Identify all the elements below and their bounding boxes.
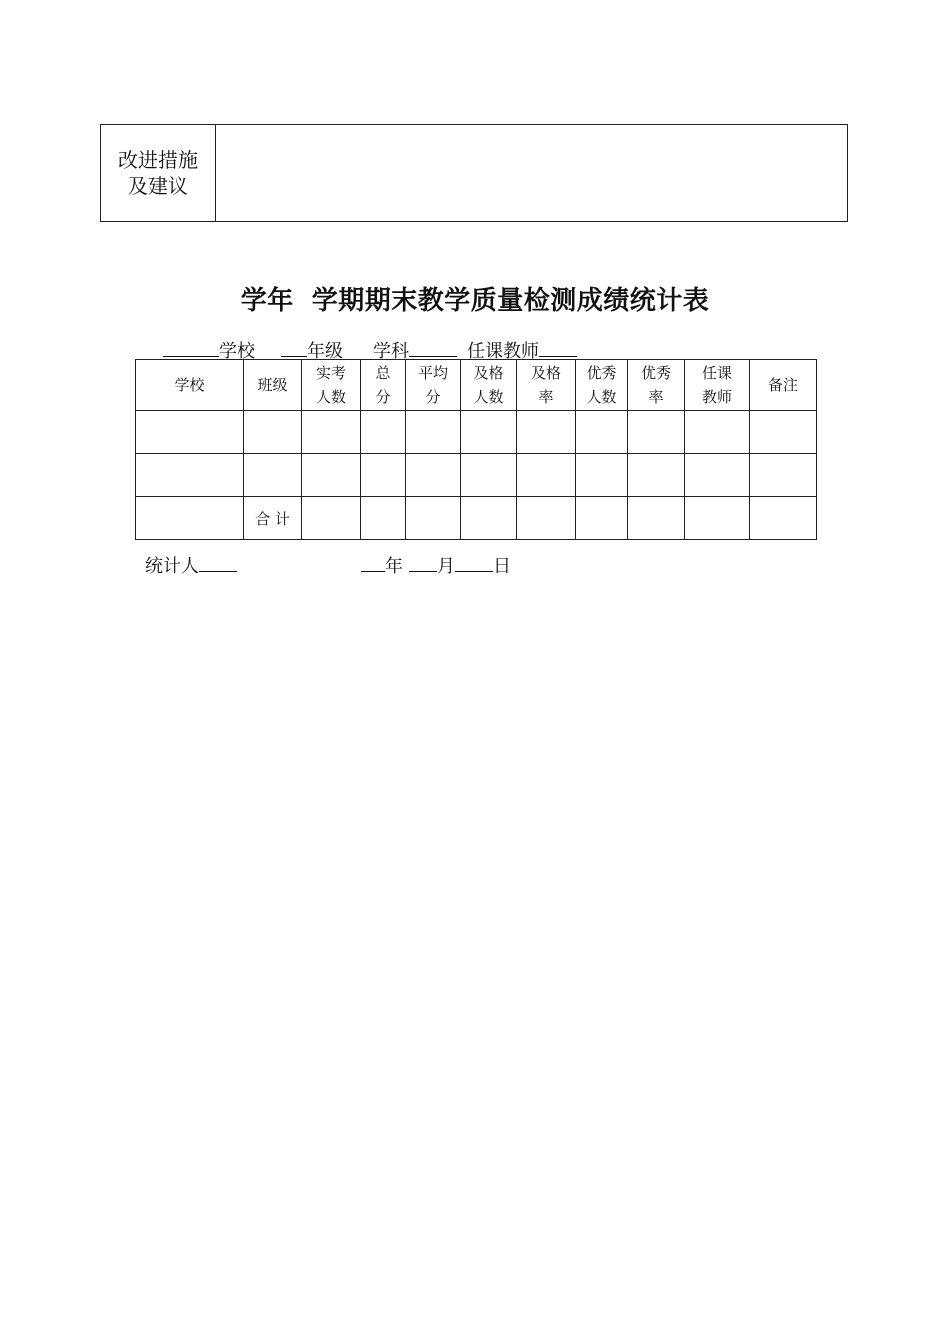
school-label: 学校 [219, 341, 255, 362]
title-academic-year: 学年 [240, 286, 294, 316]
header-class: 班级 [244, 360, 302, 411]
subject-blank[interactable] [409, 338, 457, 357]
year-blank[interactable] [361, 553, 385, 572]
table-row [136, 454, 817, 497]
title-main: 学期期末教学质量检测成绩统计表 [311, 286, 710, 316]
improvement-label [101, 125, 216, 221]
table-row [136, 411, 817, 454]
page-title [0, 280, 950, 317]
total-label: 合 计 [244, 497, 302, 540]
improvement-section [100, 124, 848, 222]
year-label: 年 [385, 556, 403, 577]
month-label: 月 [437, 556, 455, 577]
improvement-label-line2: 及建议 [128, 174, 188, 198]
header-average-score: 平均 分 [406, 360, 461, 411]
header-exam-count: 实考 人数 [302, 360, 361, 411]
header-total-score: 总 分 [361, 360, 406, 411]
header-pass-count: 及格 人数 [461, 360, 517, 411]
month-blank[interactable] [409, 553, 437, 572]
footer-line [145, 552, 511, 578]
statistician-label: 统计人 [145, 556, 199, 577]
grade-blank[interactable] [281, 338, 307, 357]
header-school: 学校 [136, 360, 244, 411]
improvement-label-line1: 改进措施 [118, 148, 198, 172]
subject-label: 学科 [373, 341, 409, 362]
table-header-row [136, 360, 817, 411]
stats-table [135, 359, 817, 540]
header-pass-rate: 及格 率 [517, 360, 576, 411]
day-label: 日 [493, 556, 511, 577]
teacher-blank[interactable] [539, 338, 577, 357]
improvement-content[interactable] [216, 125, 847, 221]
statistician-blank[interactable] [199, 553, 237, 572]
teacher-label: 任课教师 [467, 341, 539, 362]
header-excellent-rate: 优秀 率 [628, 360, 685, 411]
grade-label: 年级 [307, 341, 343, 362]
header-remarks: 备注 [750, 360, 817, 411]
header-teacher: 任课 教师 [685, 360, 750, 411]
day-blank[interactable] [455, 553, 493, 572]
table-total-row [136, 497, 817, 540]
school-blank[interactable] [163, 338, 219, 357]
header-excellent-count: 优秀 人数 [576, 360, 628, 411]
